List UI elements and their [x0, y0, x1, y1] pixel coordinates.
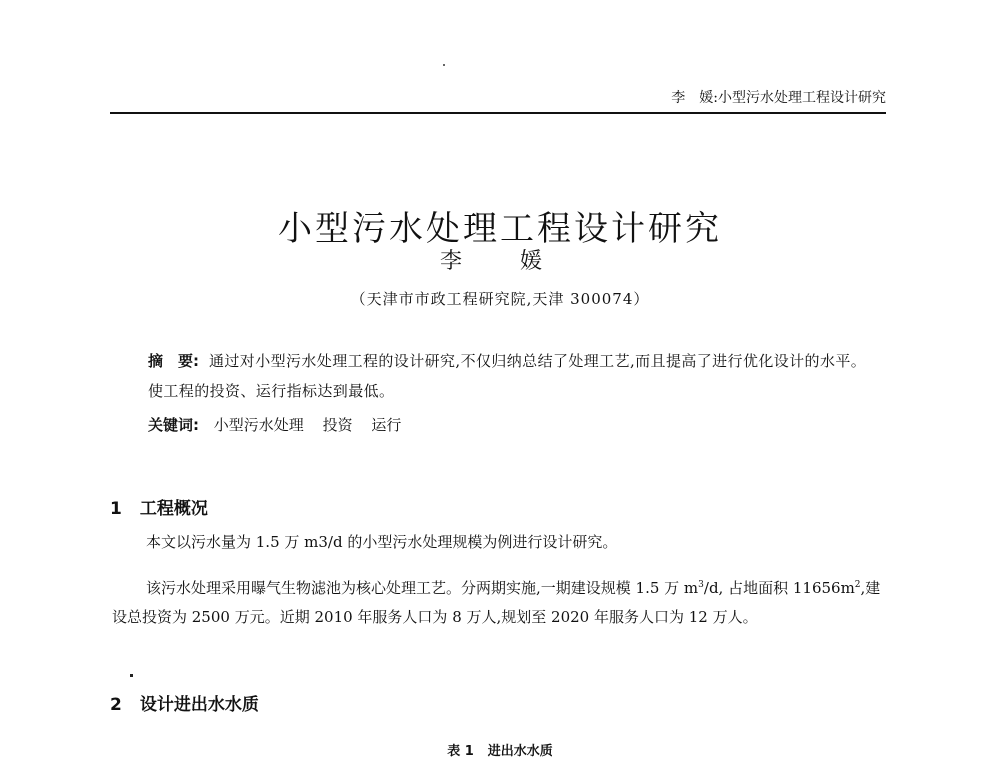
author-name: 李 媛	[439, 249, 560, 274]
paper-title: 小型污水处理工程设计研究	[278, 208, 722, 249]
section-number: 1	[110, 499, 122, 519]
abstract-text: 通过对小型污水处理工程的设计研究,不仅归纳总结了处理工艺,而且提高了进行优化设计的水平。使工程的投资、运行指标达到最低。	[148, 352, 867, 400]
section-title: 工程概况	[139, 499, 208, 519]
superscript: 2	[854, 580, 861, 590]
keywords-label: 关键词:	[148, 416, 199, 434]
scan-speck	[130, 674, 133, 677]
keywords	[148, 410, 415, 440]
keyword-item: 投资	[322, 416, 353, 434]
superscript: 3	[698, 580, 704, 590]
para-text: /d, 占地面积 11656m	[703, 579, 855, 597]
abstract	[148, 346, 868, 406]
keyword-item: 小型污水处理	[213, 416, 304, 434]
author-affiliation: （天津市市政工程研究院,天津 300074）	[350, 290, 650, 308]
scan-speck	[443, 64, 445, 66]
abstract-label: 摘 要:	[148, 352, 199, 370]
section-heading-2	[110, 690, 259, 715]
table-number: 表 1	[447, 744, 474, 759]
table-title: 进出水水质	[487, 744, 553, 759]
para-text: ,建设总投资为 2500 万元。近期 2010 年服务人口为 8 万人,规划至 2020 年服务人口为 12 万人。	[112, 579, 881, 626]
keyword-item: 运行	[371, 416, 402, 434]
section1-paragraph-1: 本文以污水量为 1.5 万 m3/d 的小型污水处理规模为例进行设计研究。	[146, 533, 618, 551]
section-heading-1	[110, 494, 208, 519]
table-caption	[0, 740, 1000, 759]
section-title: 设计进出水水质	[139, 695, 259, 715]
section1-paragraph-2	[112, 574, 888, 632]
running-header: 李 媛:小型污水处理工程设计研究	[110, 84, 886, 114]
section-number: 2	[110, 695, 122, 715]
para-text: 该污水处理采用曝气生物滤池为核心处理工艺。分两期实施,一期建设规模 1.5 万 m	[146, 579, 699, 597]
